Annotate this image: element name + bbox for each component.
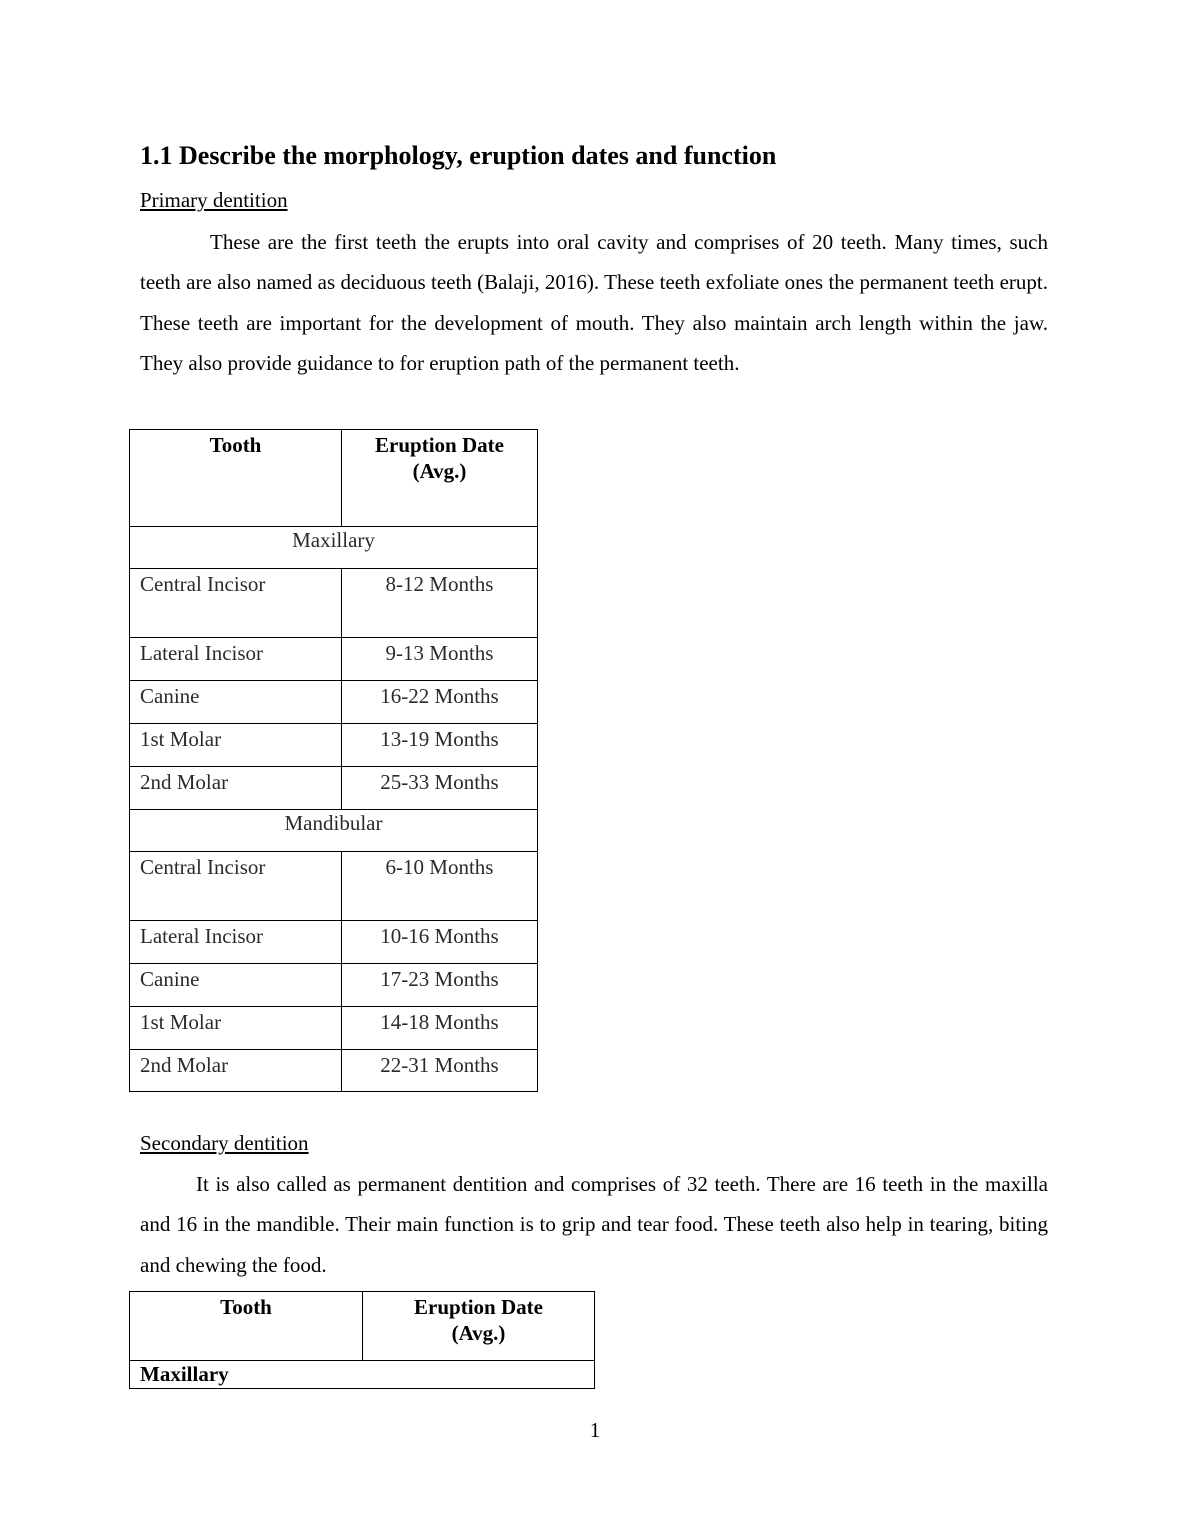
tooth-cell: Canine [130, 964, 342, 1007]
group-row-mandibular [130, 810, 538, 852]
date-cell: 8-12 Months [342, 569, 538, 638]
date-cell: 9-13 Months [342, 638, 538, 681]
table-row [130, 964, 538, 1007]
tooth-cell: Lateral Incisor [130, 921, 342, 964]
tooth-cell: 1st Molar [130, 724, 342, 767]
date-cell: 13-19 Months [342, 724, 538, 767]
group-row-maxillary [130, 527, 538, 569]
tooth-cell: 2nd Molar [130, 1050, 342, 1092]
tooth-cell: Canine [130, 681, 342, 724]
header-eruption-date-line1: Eruption Date [414, 1295, 543, 1319]
header-eruption-date [363, 1292, 595, 1361]
tooth-cell: 2nd Molar [130, 767, 342, 810]
date-cell: 10-16 Months [342, 921, 538, 964]
date-cell: 6-10 Months [342, 852, 538, 921]
table-row [130, 638, 538, 681]
tooth-cell: Central Incisor [130, 852, 342, 921]
table-row [130, 921, 538, 964]
date-cell: 25-33 Months [342, 767, 538, 810]
secondary-eruption-table [129, 1291, 595, 1389]
primary-dentition-subheading: Primary dentition [140, 188, 288, 212]
section-heading: 1.1 Describe the morphology, eruption dates and function [140, 141, 777, 170]
table-row [130, 852, 538, 921]
secondary-dentition-paragraph: It is also called as permanent dentition and comprises of 32 teeth. There are 16 teeth in the maxilla and 16 in the mandible. Their main function is to grip and tear food. These teeth also help in tearing, biting and chewing the food. [140, 1172, 1048, 1277]
table-row [130, 681, 538, 724]
date-cell: 16-22 Months [342, 681, 538, 724]
primary-eruption-table [129, 429, 538, 1092]
header-tooth: Tooth [130, 1292, 363, 1361]
table-row [130, 569, 538, 638]
group-label-maxillary: Maxillary [130, 527, 538, 569]
date-cell: 22-31 Months [342, 1050, 538, 1092]
group-row-maxillary [130, 1361, 595, 1389]
table-row [130, 1050, 538, 1092]
date-cell: 17-23 Months [342, 964, 538, 1007]
header-eruption-date-line2: (Avg.) [451, 1321, 506, 1345]
header-eruption-date-line1: Eruption Date [375, 433, 504, 457]
header-eruption-date [342, 430, 538, 527]
table-header-row [130, 1292, 595, 1361]
tooth-cell: Lateral Incisor [130, 638, 342, 681]
table-row [130, 724, 538, 767]
primary-dentition-paragraph: These are the first teeth the erupts into oral cavity and comprises of 20 teeth. Many times, such teeth are also named as deciduous teeth (Balaji, 2016). These teeth exfoliate ones the permanent teeth erupt. These teeth are important for the development of mouth. They also maintain arch length within the jaw. They also provide guidance to for eruption path of the permanent teeth. [140, 230, 1048, 375]
table-row [130, 767, 538, 810]
secondary-dentition-subheading: Secondary dentition [140, 1131, 309, 1155]
tooth-cell: Central Incisor [130, 569, 342, 638]
tooth-cell: 1st Molar [130, 1007, 342, 1050]
group-label-mandibular: Mandibular [130, 810, 538, 852]
date-cell: 14-18 Months [342, 1007, 538, 1050]
table-row [130, 1007, 538, 1050]
header-eruption-date-line2: (Avg.) [412, 459, 467, 483]
group-label-maxillary: Maxillary [130, 1361, 595, 1389]
table-header-row [130, 430, 538, 527]
page-number: 1 [589, 1418, 601, 1442]
header-tooth: Tooth [130, 430, 342, 527]
